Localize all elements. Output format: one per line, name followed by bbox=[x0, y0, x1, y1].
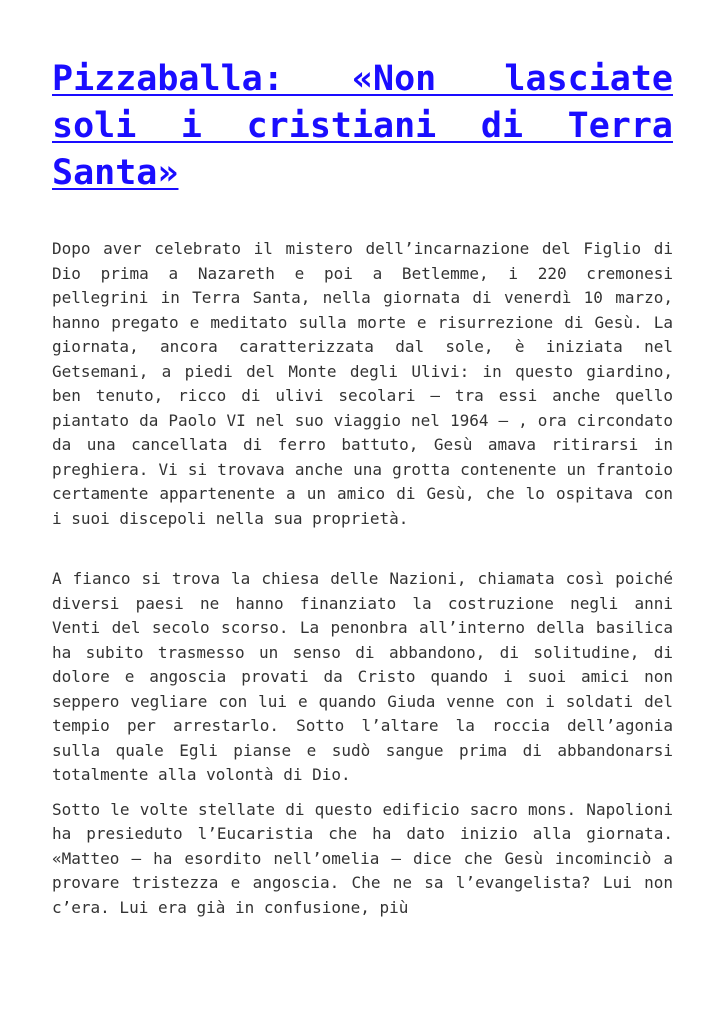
article-paragraph-1: Dopo aver celebrato il mistero dell’incarnazione del Figlio di Dio prima a Nazareth e poi a Betlemme, i 220 cremonesi pellegrini in Terra Santa, nella giornata di venerdì 10 marzo, hanno pregato e meditato sulla morte e risurrezione di Gesù. La giornata, ancora caratterizzata dal sole, è iniziata nel Getsemani, a piedi del Monte degli Ulivi: in questo giardino, ben tenuto, ricco di ulivi secolari – tra essi anche quello piantato da Paolo VI nel suo viaggio nel 1964 – , ora circondato da una cancellata di ferro battuto, Gesù amava ritirarsi in preghiera. Vi si trovava anche una grotta contenente un frantoio certamente appartenente a un amico di Gesù, che lo ospitava con i suoi discepoli nella sua proprietà. bbox=[52, 239, 673, 528]
article bbox=[52, 56, 673, 920]
article-paragraph-2: A fianco si trova la chiesa delle Nazioni, chiamata così poiché diversi paesi ne hanno finanziato la costruzione negli anni Venti del secolo scorso. La penonbra all’interno della basilica ha subito trasmesso un senso di abbandono, di solitudine, di dolore e angoscia provati da Cristo quando i suoi amici non seppero vegliare con lui e quando Giuda venne con i soldati del tempio per arrestarlo. Sotto l’altare la roccia dell’agonia sulla quale Egli pianse e sudò sangue prima di abbandonarsi totalmente alla volontà di Dio. bbox=[52, 569, 673, 784]
article-title bbox=[52, 56, 673, 197]
article-title-link[interactable]: Pizzaballa: «Non lasciate soli i cristiani di Terra Santa» bbox=[52, 59, 673, 193]
article-paragraph-3: Sotto le volte stellate di questo edificio sacro mons. Napolioni ha presieduto l’Eucaristia che ha dato inizio alla giornata. «Matteo – ha esordito nell’omelia – dice che Gesù incominciò a provare tristezza e angoscia. Che ne sa l’evangelista? Lui non c’era. Lui era già in confusione, più bbox=[52, 799, 673, 917]
